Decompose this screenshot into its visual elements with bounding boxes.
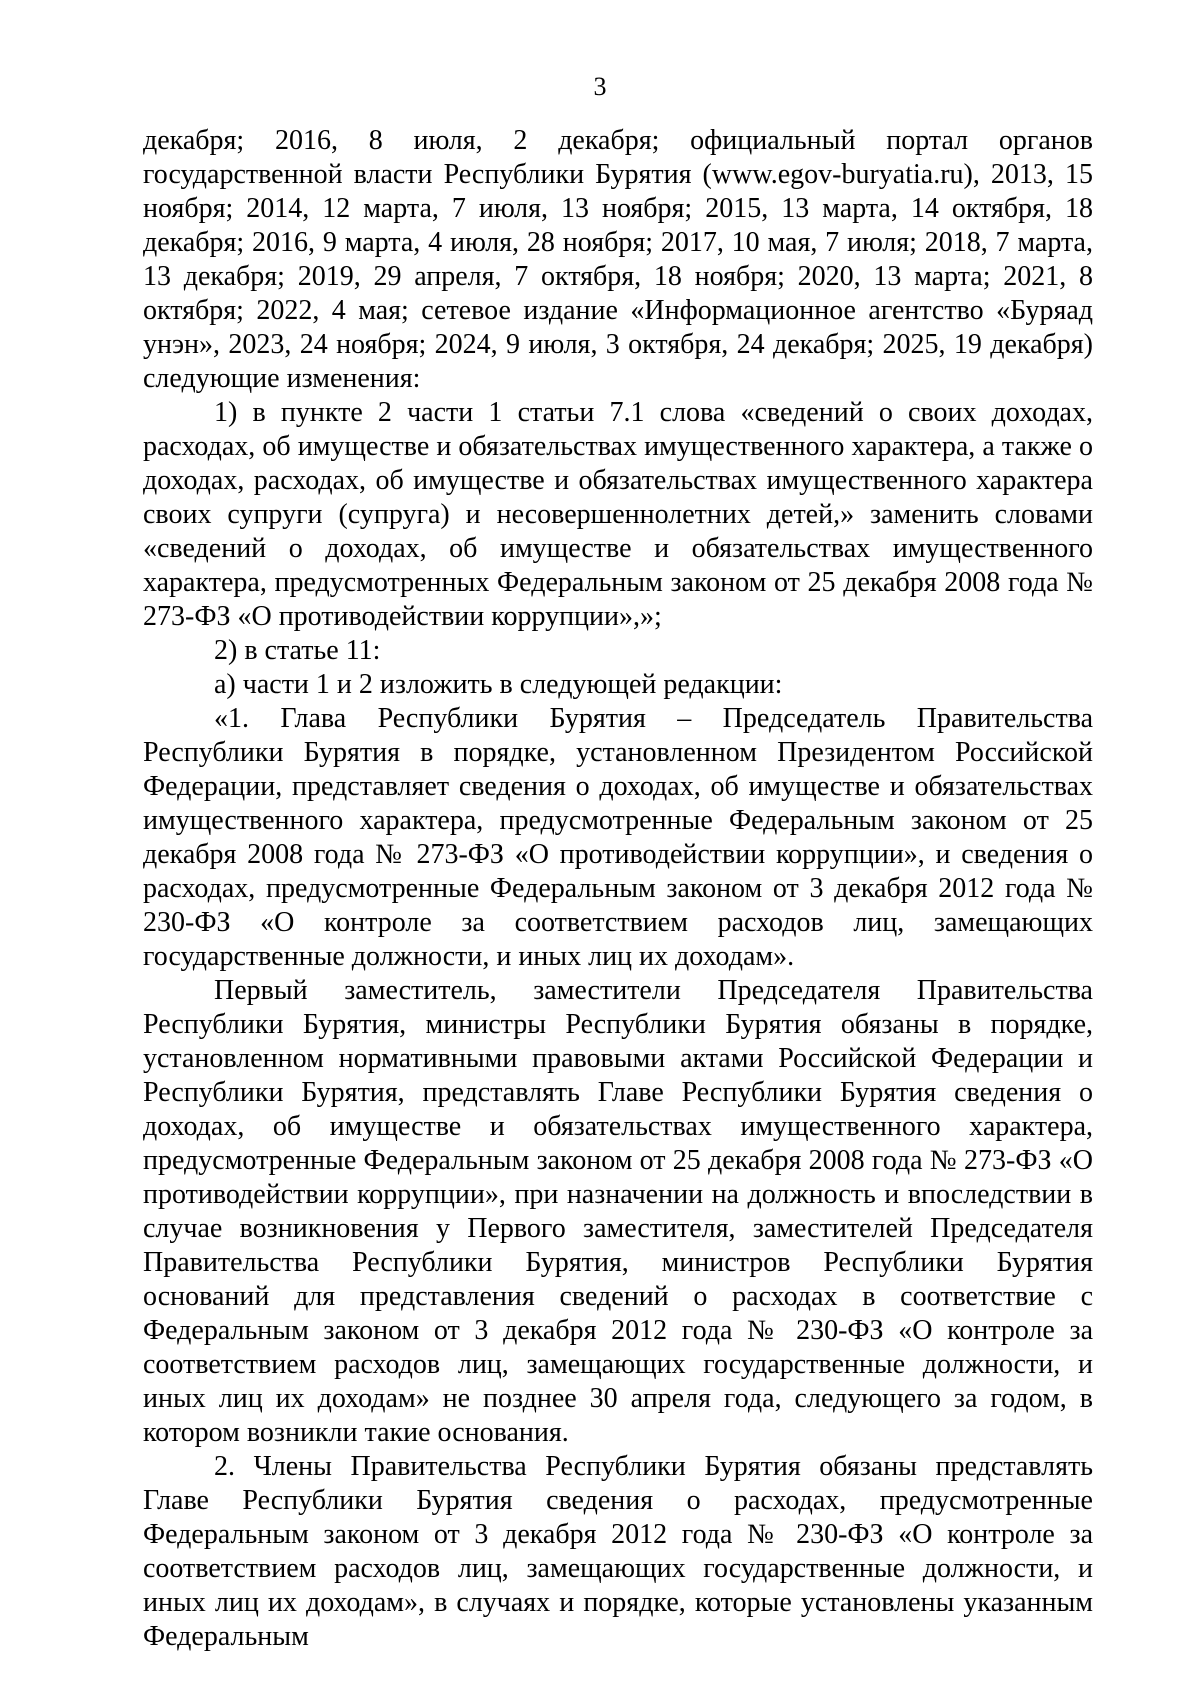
paragraph-first-deputy: Первый заместитель, заместители Председателя Правительства Республики Бурятия, министры Республики Бурятия обязаны в порядке, установленном нормативными правовыми актами Российской Федерации и Республики Бурятия, представлять Главе Республики Бурятия сведения о доходах, об имуществе и обязательствах имущественного характера, предусмотренные Федеральным законом от 25 декабря 2008 года № 273-ФЗ «О противодействии коррупции», при назначении на должность и впоследствии в случае возникновения у Первого заместителя, заместителей Председателя Правительства Республики Бурятия, министров Республики Бурятия оснований для представления сведений о расходах в соответствие с Федеральным законом от 3 декабря 2012 года № 230-ФЗ «О контроле за соответствием расходов лиц, замещающих государственные должности, и иных лиц их доходам» не позднее 30 апреля года, следующего за годом, в котором возникли такие основания. <box>143 975 1093 1448</box>
paragraph-item-1: 1) в пункте 2 части 1 статьи 7.1 слова «сведений о своих доходах, расходах, об имуществе и обязательствах имущественного характера, а также о доходах, расходах, об имуществе и обязательствах имущественного характера своих супруги (супруга) и несовершеннолетних детей,» заменить словами «сведений о доходах, об имуществе и обязательствах имущественного характера, предусмотренных Федеральным законом от 25 декабря 2008 года № 273-ФЗ «О противодействии коррупции»,»; <box>143 397 1093 632</box>
paragraph-part-1: «1. Глава Республики Бурятия – Председатель Правительства Республики Бурятия в порядке, установленном Президентом Российской Федерации, представляет сведения о доходах, об имуществе и обязательствах имущественного характера, предусмотренные Федеральным законом от 25 декабря 2008 года № 273-ФЗ «О противодействии коррупции», и сведения о расходах, предусмотренные Федеральным законом от 3 декабря 2012 года № 230-ФЗ «О контроле за соответствием расходов лиц, замещающих государственные должности, и иных лиц их доходам». <box>143 703 1093 972</box>
paragraph-item-2a: а) части 1 и 2 изложить в следующей редакции: <box>214 669 783 700</box>
paragraph-item-2: 2) в статье 11: <box>214 635 381 666</box>
paragraph-amendment-sources: декабря; 2016, 8 июля, 2 декабря; официальный портал органов государственной власти Республики Бурятия (www.egov-buryatia.ru), 2013, 15 ноября; 2014, 12 марта, 7 июля, 13 ноября; 2015, 13 марта, 14 октября, 18 декабря; 2016, 9 марта, 4 июля, 28 ноября; 2017, 10 мая, 7 июля; 2018, 7 марта, 13 декабря; 2019, 29 апреля, 7 октября, 18 ноября; 2020, 13 марта; 2021, 8 октября; 2022, 4 мая; сетевое издание «Информационное агентство «Буряад унэн», 2023, 24 ноября; 2024, 9 июля, 3 октября, 24 декабря; 2025, 19 декабря) следующие изменения: <box>143 125 1093 394</box>
paragraph-part-2: 2. Члены Правительства Республики Бурятия обязаны представлять Главе Республики Бурятия сведения о расходах, предусмотренные Федеральным законом от 3 декабря 2012 года № 230-ФЗ «О контроле за соответствием расходов лиц, замещающих государственные должности, и иных лиц их доходам», в случаях и порядке, которые установлены указанным Федеральным <box>143 1451 1093 1652</box>
page-number: 3 <box>593 72 607 101</box>
document-body <box>143 124 1093 1654</box>
